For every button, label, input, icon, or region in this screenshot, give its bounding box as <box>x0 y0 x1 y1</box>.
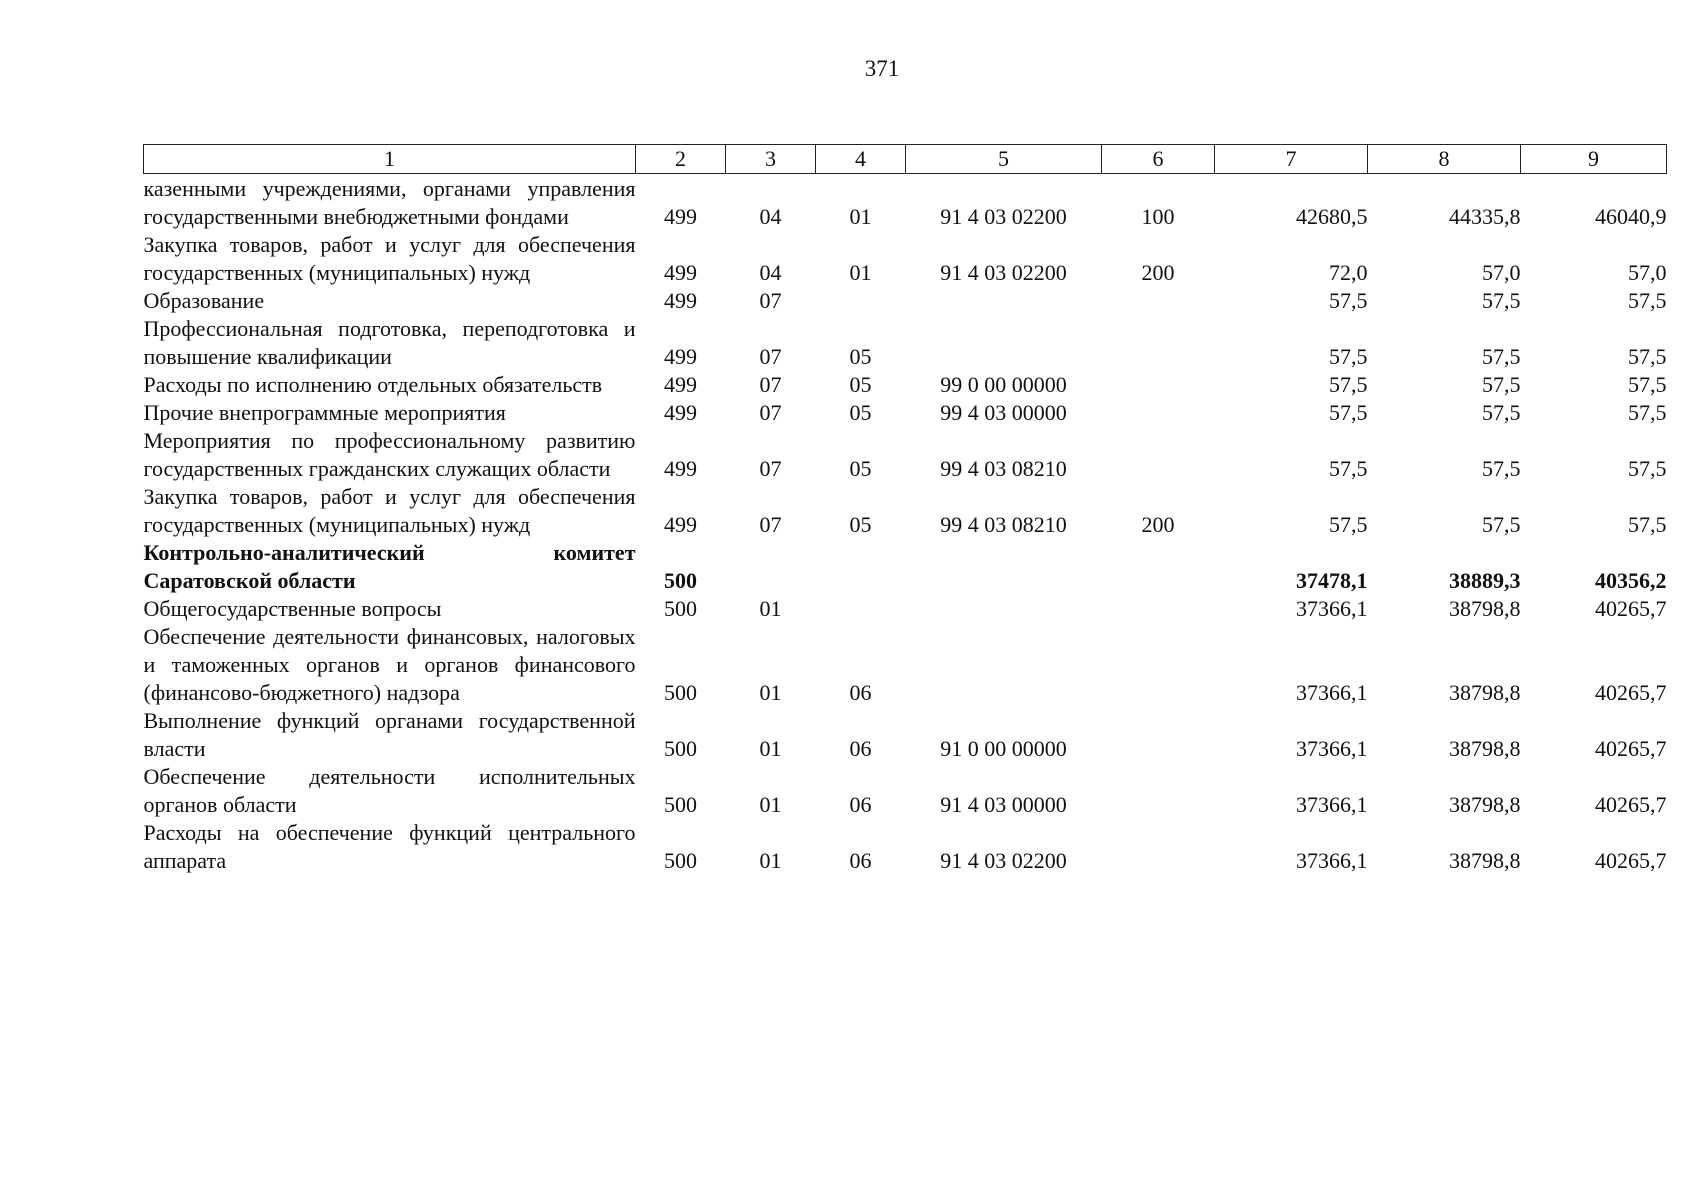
subsection-code-cell <box>816 287 906 315</box>
amount-cell-year2: 57,5 <box>1482 400 1521 425</box>
section-code-cell: 07 <box>759 288 782 313</box>
table-row <box>144 623 1667 707</box>
amount-cell-year1: 37366,1 <box>1296 680 1368 705</box>
target-article-cell: 99 4 03 08210 <box>940 512 1067 537</box>
section-code-cell <box>726 539 816 595</box>
amount-cell-year2: 57,0 <box>1482 260 1521 285</box>
amount-cell-year1: 57,5 <box>1329 400 1368 425</box>
amount-cell-year2: 57,5 <box>1482 372 1521 397</box>
section-code-cell: 01 <box>759 792 782 817</box>
target-article-cell <box>906 315 1102 371</box>
subsection-code-cell: 06 <box>849 792 872 817</box>
ved-code-cell: 500 <box>664 736 697 761</box>
amount-cell-year3: 57,5 <box>1628 288 1667 313</box>
section-code-cell: 01 <box>759 736 782 761</box>
subsection-code-cell: 06 <box>849 680 872 705</box>
section-code-cell: 01 <box>759 680 782 705</box>
column-header: 3 <box>726 145 816 174</box>
ved-code-cell: 499 <box>664 260 697 285</box>
amount-cell-year2: 57,5 <box>1482 512 1521 537</box>
target-article-cell: 91 4 03 02200 <box>940 204 1067 229</box>
target-article-cell <box>906 287 1102 315</box>
amount-cell-year3: 57,0 <box>1628 260 1667 285</box>
expense-type-cell <box>1102 819 1215 875</box>
row-name-cell: казенными учреждениями, органами управления государственными внебюджетными фондами <box>143 176 636 229</box>
target-article-cell: 99 0 00 00000 <box>940 372 1067 397</box>
amount-cell-year3: 57,5 <box>1628 400 1667 425</box>
amount-cell-year2: 57,5 <box>1482 344 1521 369</box>
column-header: 2 <box>636 145 726 174</box>
target-article-cell: 91 0 00 00000 <box>940 736 1067 761</box>
subsection-code-cell: 06 <box>849 736 872 761</box>
section-code-cell: 04 <box>759 260 782 285</box>
ved-code-cell: 499 <box>664 372 697 397</box>
section-code-cell: 07 <box>759 456 782 481</box>
column-header: 5 <box>906 145 1102 174</box>
row-name-cell: Закупка товаров, работ и услуг для обеспечения государственных (муниципальных) нужд <box>143 232 636 285</box>
expense-type-cell <box>1102 539 1215 595</box>
ved-code-cell: 499 <box>664 204 697 229</box>
ved-code-cell: 500 <box>664 792 697 817</box>
section-code-cell: 01 <box>759 596 782 621</box>
amount-cell-year3: 40356,2 <box>1595 568 1667 593</box>
expense-type-cell <box>1102 287 1215 315</box>
section-code-cell: 01 <box>759 848 782 873</box>
table-row <box>144 399 1667 427</box>
table-row <box>144 539 1667 595</box>
target-article-cell: 91 4 03 02200 <box>940 848 1067 873</box>
column-header: 1 <box>144 145 636 174</box>
amount-cell-year2: 38889,3 <box>1449 568 1521 593</box>
ved-code-cell: 499 <box>664 512 697 537</box>
amount-cell-year1: 37366,1 <box>1296 596 1368 621</box>
budget-table <box>143 144 1667 875</box>
amount-cell-year1: 57,5 <box>1329 344 1368 369</box>
table-row <box>144 174 1667 232</box>
amount-cell-year1: 57,5 <box>1329 372 1368 397</box>
row-name-cell: Выполнение функций органами государственной власти <box>143 708 636 761</box>
amount-cell-year2: 44335,8 <box>1449 204 1521 229</box>
amount-cell-year2: 38798,8 <box>1449 680 1521 705</box>
table-row <box>144 315 1667 371</box>
amount-cell-year3: 40265,7 <box>1595 848 1667 873</box>
amount-cell-year2: 38798,8 <box>1449 736 1521 761</box>
target-article-cell <box>906 595 1102 623</box>
column-header: 9 <box>1521 145 1667 174</box>
expense-type-cell <box>1102 399 1215 427</box>
ved-code-cell: 500 <box>664 568 697 593</box>
subsection-code-cell: 01 <box>849 260 872 285</box>
amount-cell-year1: 37366,1 <box>1296 792 1368 817</box>
column-header: 6 <box>1102 145 1215 174</box>
table-row <box>144 819 1667 875</box>
amount-cell-year1: 37366,1 <box>1296 848 1368 873</box>
target-article-cell <box>906 623 1102 707</box>
row-name-cell: Расходы по исполнению отдельных обязательств <box>143 372 603 397</box>
expense-type-cell <box>1102 763 1215 819</box>
amount-cell-year1: 72,0 <box>1329 260 1368 285</box>
column-header: 8 <box>1368 145 1521 174</box>
subsection-code-cell <box>816 595 906 623</box>
expense-type-cell <box>1102 595 1215 623</box>
table-row <box>144 287 1667 315</box>
ved-code-cell: 500 <box>664 596 697 621</box>
ved-code-cell: 499 <box>664 400 697 425</box>
table-row <box>144 595 1667 623</box>
amount-cell-year2: 38798,8 <box>1449 596 1521 621</box>
amount-cell-year3: 57,5 <box>1628 512 1667 537</box>
amount-cell-year3: 40265,7 <box>1595 596 1667 621</box>
amount-cell-year3: 40265,7 <box>1595 680 1667 705</box>
subsection-code-cell: 05 <box>849 512 872 537</box>
row-name-cell: Закупка товаров, работ и услуг для обеспечения государственных (муниципальных) нужд <box>143 484 636 537</box>
ved-code-cell: 500 <box>664 680 697 705</box>
amount-cell-year1: 57,5 <box>1329 456 1368 481</box>
amount-cell-year3: 40265,7 <box>1595 736 1667 761</box>
table-row <box>144 371 1667 399</box>
row-name-cell: Профессиональная подготовка, переподготовка и повышение квалификации <box>143 316 636 369</box>
subsection-code-cell: 06 <box>849 848 872 873</box>
section-code-cell: 07 <box>759 512 782 537</box>
target-article-cell: 99 4 03 08210 <box>940 456 1067 481</box>
amount-cell-year3: 57,5 <box>1628 344 1667 369</box>
row-name-cell: Общегосударственные вопросы <box>143 596 442 621</box>
expense-type-cell: 200 <box>1141 512 1175 537</box>
row-name-cell: Расходы на обеспечение функций центрального аппарата <box>143 820 636 873</box>
expense-type-cell <box>1102 371 1215 399</box>
amount-cell-year3: 46040,9 <box>1595 204 1667 229</box>
subsection-code-cell <box>816 539 906 595</box>
subsection-code-cell: 05 <box>849 344 872 369</box>
ved-code-cell: 499 <box>664 288 697 313</box>
amount-cell-year1: 57,5 <box>1329 512 1368 537</box>
table-body <box>144 174 1667 876</box>
ved-code-cell: 500 <box>664 848 697 873</box>
section-code-cell: 07 <box>759 372 782 397</box>
row-name-cell: Мероприятия по профессиональному развитию государственных гражданских служащих области <box>143 428 636 481</box>
amount-cell-year2: 38798,8 <box>1449 848 1521 873</box>
subsection-code-cell: 05 <box>849 372 872 397</box>
table-row <box>144 231 1667 287</box>
page-number: 371 <box>864 56 900 81</box>
subsection-code-cell: 01 <box>849 204 872 229</box>
row-name-cell: Контрольно-аналитический комитет Саратовской области <box>143 540 636 593</box>
table-row <box>144 427 1667 483</box>
ved-code-cell: 499 <box>664 344 697 369</box>
target-article-cell: 91 4 03 00000 <box>940 792 1067 817</box>
expense-type-cell: 100 <box>1141 204 1175 229</box>
amount-cell-year1: 37478,1 <box>1296 568 1368 593</box>
section-code-cell: 07 <box>759 344 782 369</box>
target-article-cell <box>906 539 1102 595</box>
header-row <box>144 145 1667 174</box>
ved-code-cell: 499 <box>664 456 697 481</box>
amount-cell-year1: 57,5 <box>1329 288 1368 313</box>
table-row <box>144 707 1667 763</box>
expense-type-cell: 200 <box>1141 260 1175 285</box>
table-header <box>144 145 1667 174</box>
expense-type-cell <box>1102 427 1215 483</box>
amount-cell-year2: 57,5 <box>1482 456 1521 481</box>
amount-cell-year3: 40265,7 <box>1595 792 1667 817</box>
row-name-cell: Обеспечение деятельности исполнительных органов области <box>143 764 636 817</box>
column-header: 7 <box>1215 145 1368 174</box>
table-row <box>144 763 1667 819</box>
expense-type-cell <box>1102 315 1215 371</box>
subsection-code-cell: 05 <box>849 400 872 425</box>
column-header: 4 <box>816 145 906 174</box>
target-article-cell: 91 4 03 02200 <box>940 260 1067 285</box>
subsection-code-cell: 05 <box>849 456 872 481</box>
amount-cell-year1: 37366,1 <box>1296 736 1368 761</box>
row-name-cell: Обеспечение деятельности финансовых, налоговых и таможенных органов и органов финансового (финансово-бюджетного) надзора <box>143 624 636 705</box>
row-name-cell: Прочие внепрограммные мероприятия <box>143 400 506 425</box>
amount-cell-year3: 57,5 <box>1628 372 1667 397</box>
section-code-cell: 04 <box>759 204 782 229</box>
amount-cell-year3: 57,5 <box>1628 456 1667 481</box>
row-name-cell: Образование <box>143 288 265 313</box>
table-row <box>144 483 1667 539</box>
expense-type-cell <box>1102 707 1215 763</box>
expense-type-cell <box>1102 623 1215 707</box>
amount-cell-year1: 42680,5 <box>1296 204 1368 229</box>
amount-cell-year2: 38798,8 <box>1449 792 1521 817</box>
target-article-cell: 99 4 03 00000 <box>940 400 1067 425</box>
amount-cell-year2: 57,5 <box>1482 288 1521 313</box>
section-code-cell: 07 <box>759 400 782 425</box>
